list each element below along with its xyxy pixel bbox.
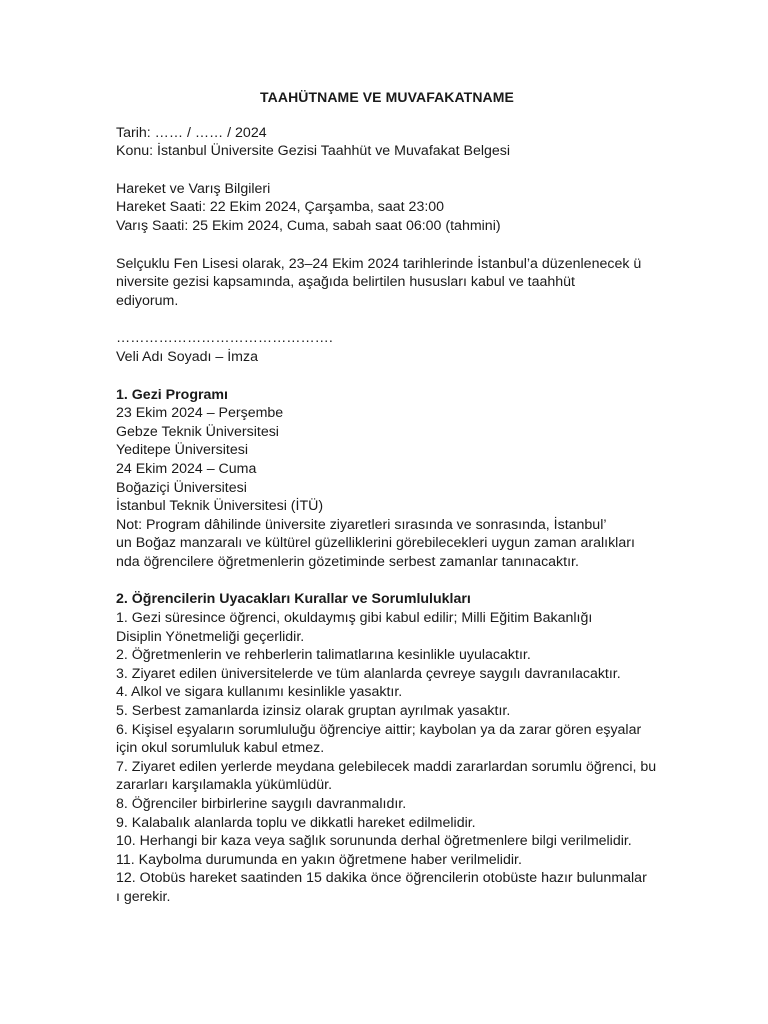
departure-line: Hareket Saati: 22 Ekim 2024, Çarşamba, saat 23:00 [116,199,445,216]
rule-line: 6. Kişisel eşyaların sorumluluğu öğrenciye aittir; kaybolan ya da zarar gören eşyalar [116,721,642,738]
arrival-line: Varış Saati: 25 Ekim 2024, Cuma, sabah saat 06:00 (tahmini) [116,217,501,234]
intro-line: Selçuklu Fen Lisesi olarak, 23–24 Ekim 2024 tarihlerinde İstanbul’a düzenlenecek ü [116,255,642,272]
rule-line: ı gerekir. [116,888,171,905]
rule-line: 9. Kalabalık alanlarda toplu ve dikkatli hareket edilmelidir. [116,814,476,831]
rule-line: 2. Öğretmenlerin ve rehberlerin talimatlarına kesinlikle uyulacaktır. [116,647,531,664]
spacer [116,161,658,180]
rule-line: 5. Serbest zamanlarda izinsiz olarak gruptan ayrılmak yasaktır. [116,703,511,720]
rule-line: 7. Ziyaret edilen yerlerde meydana gelebilecek maddi zararlardan sorumlu öğrenci, bu [116,758,657,775]
program-note-line: nda öğrencilere öğretmenlerin gözetiminde serbest zamanlar tanınacaktır. [116,553,579,570]
date-line: Tarih: …… / …… / 2024 [116,124,267,141]
program-note-line: un Boğaz manzaralı ve kültürel güzelliklerini görebilecekleri uygun zaman aralıkları [116,535,635,552]
subject-line: Konu: İstanbul Üniversite Gezisi Taahhüt ve Muvafakat Belgesi [116,143,511,160]
program-line: İstanbul Teknik Üniversitesi (İTÜ) [116,498,324,515]
program-line: Boğaziçi Üniversitesi [116,479,247,496]
signature-dots: ………………………………………. [116,330,333,347]
rule-line: 11. Kaybolma durumunda en yakın öğretmene haber verilmelidir. [116,851,522,868]
program-line: 24 Ekim 2024 – Cuma [116,460,257,477]
document-title: TAAHÜTNAME VE MUVAFAKATNAME [260,89,514,105]
spacer [116,310,658,329]
rule-line: 1. Gezi süresince öğrenci, okuldaymış gibi kabul edilir; Milli Eğitim Bakanlığı [116,610,593,627]
rule-line: 10. Herhangi bir kaza veya sağlık sorununda derhal öğretmenlere bilgi verilmelidir. [116,833,632,850]
rule-line: 3. Ziyaret edilen üniversitelerde ve tüm alanlarda çevreye saygılı davranılacaktır. [116,665,621,682]
rule-line: 8. Öğrenciler birbirlerine saygılı davranmalıdır. [116,796,407,812]
rule-line: 4. Alkol ve sigara kullanımı kesinlikle yasaktır. [116,684,403,701]
program-line: 23 Ekim 2024 – Perşembe [116,405,284,422]
travel-heading: Hareket ve Varış Bilgileri [116,180,271,197]
program-note-line: Not: Program dâhilinde üniversite ziyaretleri sırasında ve sonrasında, İstanbul’ [116,516,607,533]
rule-line: 12. Otobüs hareket saatinden 15 dakika önce öğrencilerin otobüste hazır bulunmalar [116,870,647,887]
spacer [116,236,658,255]
signature-label: Veli Adı Soyadı – İmza [116,348,258,365]
rules-heading: 2. Öğrencilerin Uyacakları Kurallar ve Sorumlulukları [116,591,471,608]
intro-line: niversite gezisi kapsamında, aşağıda belirtilen hususları kabul ve taahhüt [116,274,575,291]
rule-line: için okul sorumluluk kabul etmez. [116,740,325,757]
intro-line: ediyorum. [116,292,179,309]
rule-line: zararları karşılamakla yükümlüdür. [116,777,333,794]
program-heading: 1. Gezi Programı [116,386,228,403]
spacer [116,367,658,386]
program-line: Yeditepe Üniversitesi [116,442,248,459]
rule-line: Disiplin Yönetmeliği geçerlidir. [116,628,305,645]
spacer [116,571,658,590]
program-line: Gebze Teknik Üniversitesi [116,423,279,440]
